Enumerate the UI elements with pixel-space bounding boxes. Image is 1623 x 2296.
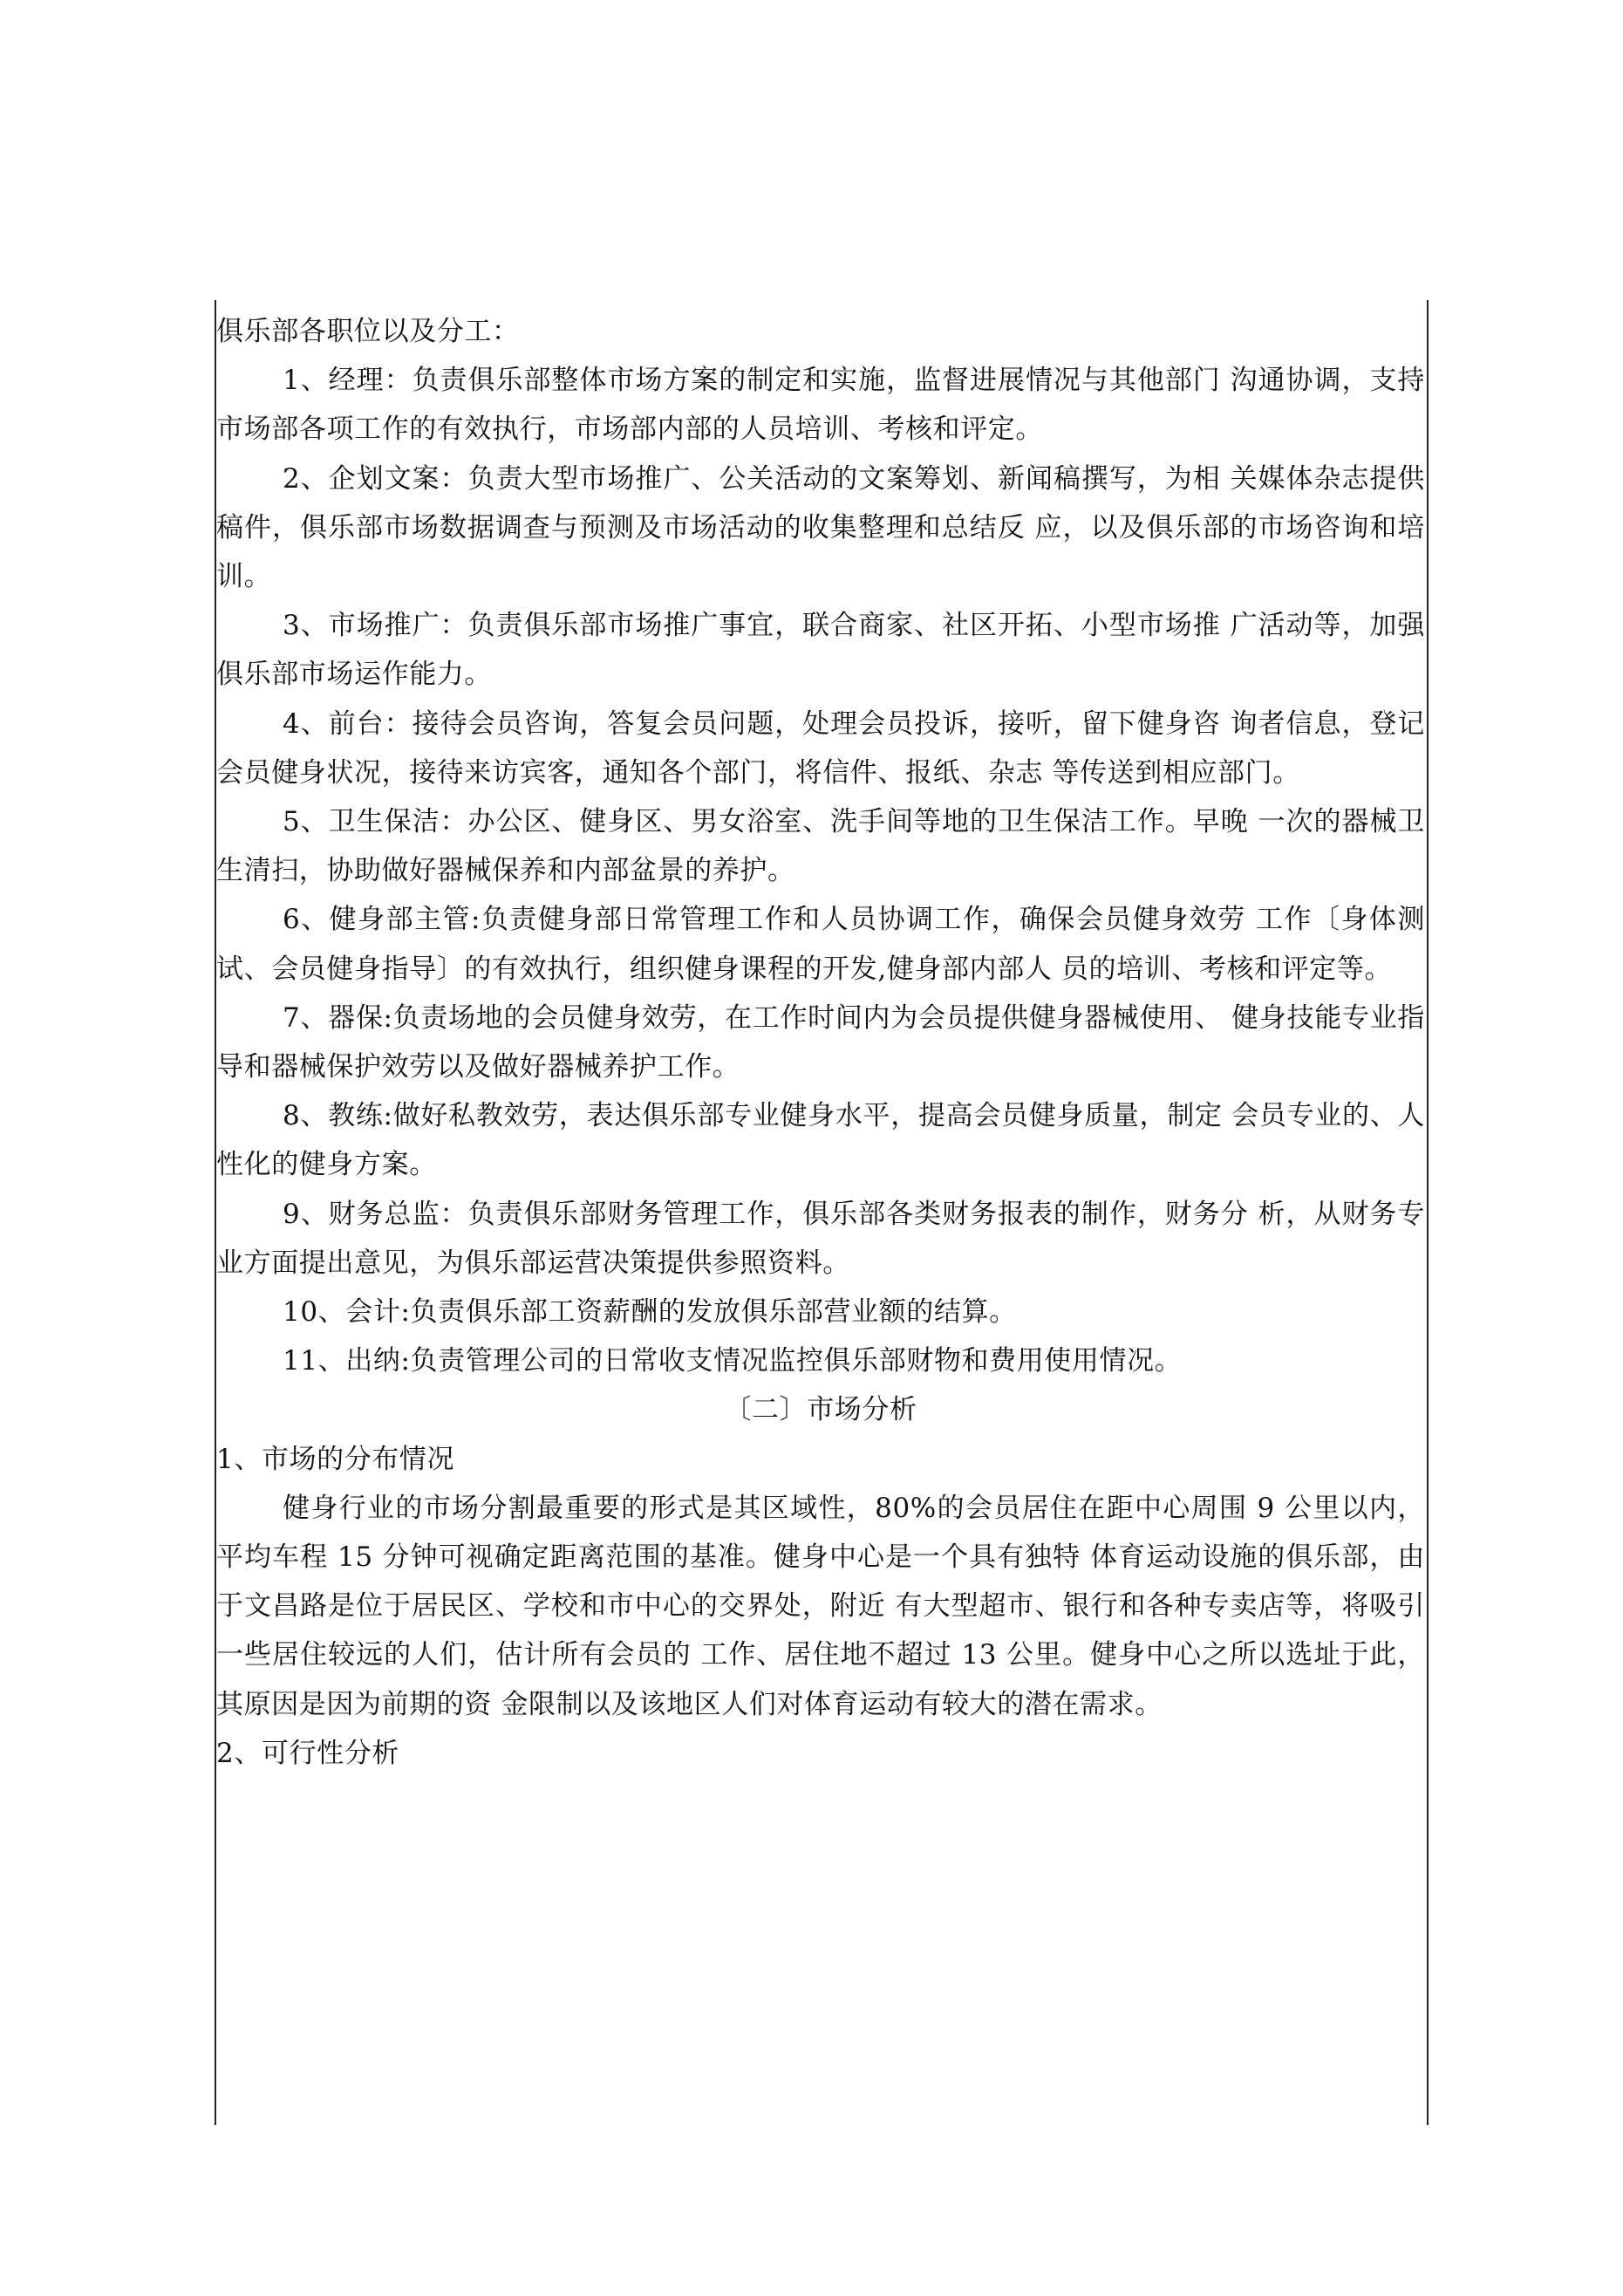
duty-manager: 1、经理：负责俱乐部整体市场方案的制定和实施，监督进展情况与其他部门 沟通协调，支持市场部各项工作的有效执行，市场部内部的人员培训、考核和评定。	[216, 365, 1425, 446]
section-title: 〔二〕市场分析	[724, 1394, 917, 1426]
section-heading: 俱乐部各职位以及分工：	[216, 316, 520, 347]
duty-copywriting: 2、企划文案：负责大型市场推广、公关活动的文案筹划、新闻稿撰写，为相 关媒体杂志提供稿件，俱乐部市场数据调查与预测及市场活动的收集整理和总结反 应，以及俱乐部的市场咨询和培训。	[216, 462, 1425, 593]
duty-marketing: 3、市场推广：负责俱乐部市场推广事宜，联合商家、社区开拓、小型市场推 广活动等，加强俱乐部市场运作能力。	[216, 610, 1425, 691]
duty-accountant: 10、会计:负责俱乐部工资薪酬的发放俱乐部营业额的结算。	[283, 1296, 1017, 1329]
duty-cashier: 11、出纳:负责管理公司的日常收支情况监控俱乐部财物和费用使用情况。	[283, 1345, 1183, 1377]
duty-finance-director: 9、财务总监：负责俱乐部财务管理工作，俱乐部各类财务报表的制作，财务分 析，从财务专业方面提出意见，为俱乐部运营决策提供参照资料。	[216, 1198, 1425, 1279]
duty-coach: 8、教练:做好私教效劳，表达俱乐部专业健身水平，提高会员健身质量，制定 会员专业的、人性化的健身方案。	[216, 1100, 1425, 1181]
subsection-heading-feasibility: 2、可行性分析	[216, 1737, 399, 1769]
duty-fitness-supervisor: 6、健身部主管:负责健身部日常管理工作和人员协调工作，确保会员健身效劳 工作〔身体测试、会员健身指导〕的有效执行，组织健身课程的开发,健身部内部人 员的培训、考核和评定等。	[216, 904, 1425, 985]
market-paragraph: 健身行业的市场分割最重要的形式是其区域性，80%的会员居住在距中心周围 9 公里以内，平均车程 15 分钟可视确定距离范围的基准。健身中心是一个具有独特 体育运动设施的俱乐部，由于文昌路是位于居民区、学校和市中心的交界处，附近 有大型超市、银行和各种专卖店等，将吸引一些居住较远的人们，估计所有会员的 工作、居住地不超过 13 公里。健身中心之所以选址于此，其原因是因为前期的资 金限制以及该地区人们对体育运动有较大的潜在需求。	[216, 1492, 1425, 1720]
document-body	[216, 307, 1425, 1778]
duty-cleaning: 5、卫生保洁：办公区、健身区、男女浴室、洗手间等地的卫生保洁工作。早晚 一次的器械卫生清扫，协助做好器械保养和内部盆景的养护。	[216, 806, 1425, 887]
subsection-heading-market-distribution: 1、市场的分布情况	[216, 1443, 455, 1475]
duty-front-desk: 4、前台：接待会员咨询，答复会员问题，处理会员投诉，接听，留下健身咨 询者信息，登记会员健身状况，接待来访宾客，通知各个部门，将信件、报纸、杂志 等传送到相应部门。	[216, 707, 1425, 789]
duty-equipment: 7、器保:负责场地的会员健身效劳，在工作时间内为会员提供健身器械使用、 健身技能专业指导和器械保护效劳以及做好器械养护工作。	[216, 1001, 1425, 1083]
